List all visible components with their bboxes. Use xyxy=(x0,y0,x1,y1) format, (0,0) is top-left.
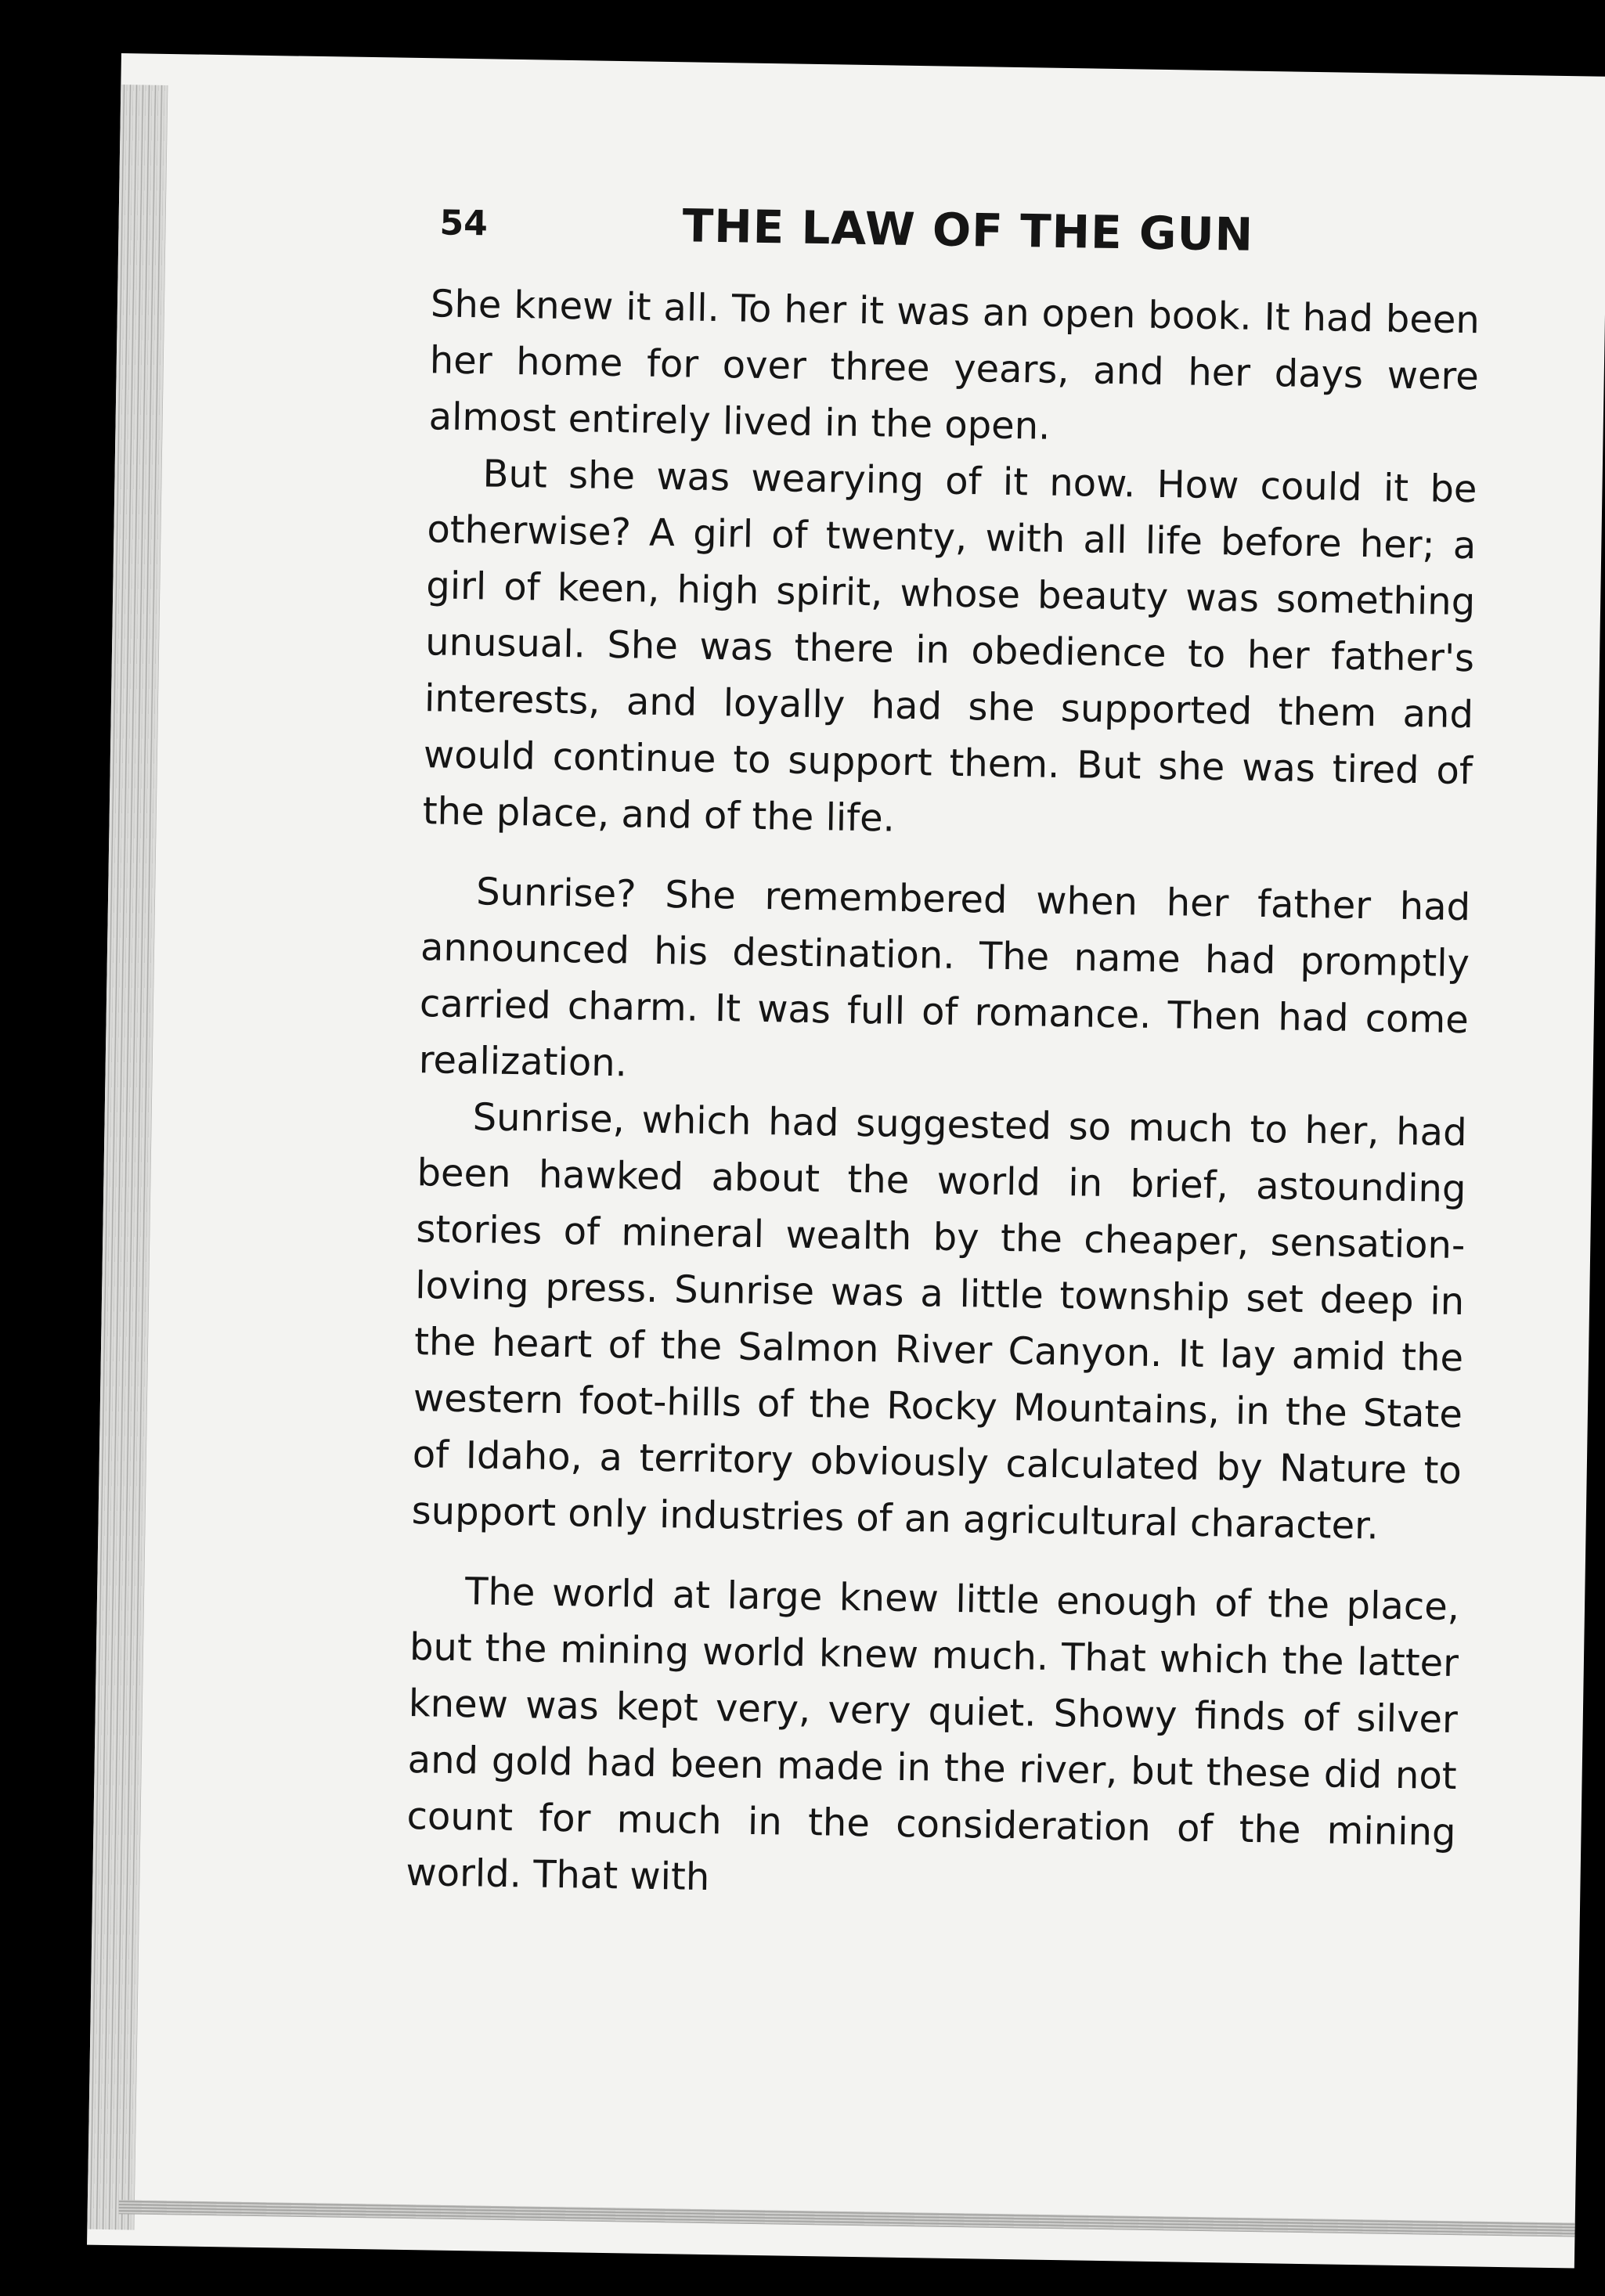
paragraph: But she was wearying of it now. How could it be otherwise? A girl of twenty, with all life before her; a girl of keen, high spirit, whose beauty was something unusual. She was there in obedience to her father's interests, and loyally had she supported them and would continue to support them. But she was tired of the place, and of the life. xyxy=(422,452,1477,841)
paragraph: Sunrise, which had suggested so much to her, had been hawked about the world in brief, astounding stories of mineral wealth by the cheaper, sensation-loving press. Sunrise was a little township set deep in the heart of the Salmon River Canyon. It lay amid the western foot-hills of the Rocky Mountains, in the State of Idaho, a territory obviously calculated by Nature to support only industries of an agricultural character. xyxy=(411,1095,1467,1548)
running-head xyxy=(439,195,1364,272)
running-title: THE LAW OF THE GUN xyxy=(682,199,1254,261)
page-number: 54 xyxy=(439,203,489,244)
body-text xyxy=(406,276,1480,1917)
page-bottom-edge xyxy=(119,2200,1575,2237)
paragraph: Sunrise? She remembered when her father had announced his destination. The name had promptly carried charm. It was full of romance. Then had come realization. xyxy=(418,870,1471,1086)
paragraph: The world at large knew little enough of the place, but the mining world knew much. That which the latter knew was kept very, very quiet. Showy finds of silver and gold had been made in the river, but these did not count for much in the consideration of the mining world. That with xyxy=(406,1570,1460,1900)
paragraph: She knew it all. To her it was an open book. It had been her home for over three years, and her days were almost entirely lived in the open. xyxy=(428,282,1481,449)
book-page xyxy=(87,53,1605,2268)
page-edges xyxy=(87,85,168,2230)
